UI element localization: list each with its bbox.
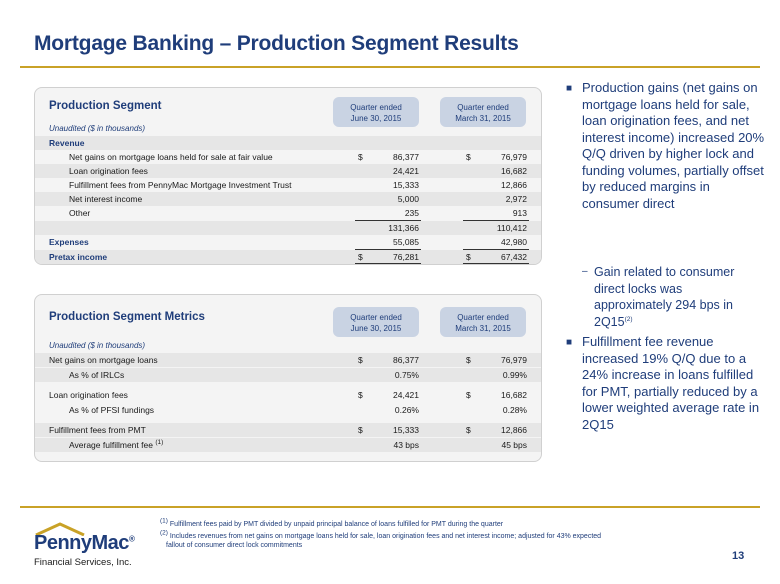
value-march: 2,972 (505, 194, 527, 204)
row-label: Fulfillment fees from PMT (49, 425, 146, 435)
value-june: 43 bps (393, 440, 419, 450)
value-march: 76,979 (501, 152, 527, 162)
row-label: Loan origination fees (69, 166, 148, 176)
dollar-sign: $ (466, 425, 471, 435)
value-june: 76,281 (393, 252, 419, 262)
dollar-sign: $ (466, 390, 471, 400)
value-march: 0.28% (502, 405, 527, 415)
table-row (35, 403, 542, 417)
row-label: Net gains on mortgage loans (49, 355, 158, 365)
value-june: 86,377 (393, 355, 419, 365)
column-header-line: June 30, 2015 (350, 114, 402, 123)
column-header-march-2015 (440, 97, 526, 127)
page-number: 13 (732, 550, 745, 562)
table-row (35, 136, 542, 150)
footnote-text-continued: fallout of consumer direct lock commitments (166, 542, 303, 549)
footnote-text: Fulfillment fees paid by PMT divided by unpaid principal balance of loans fulfilled for PMT during the quarter (169, 521, 504, 528)
table-row (35, 438, 542, 452)
dollar-sign: $ (358, 252, 363, 262)
bullet-square-icon: ■ (566, 337, 573, 348)
column-header-june-2015 (333, 97, 419, 127)
value-june: 15,333 (393, 425, 419, 435)
table-row (35, 150, 542, 164)
value-march: 913 (512, 208, 527, 218)
value-june: 131,366 (388, 223, 419, 233)
column-header-line: Quarter ended (350, 103, 402, 112)
dash-icon: – (582, 266, 588, 277)
value-march: 0.99% (502, 370, 527, 380)
row-label: Pretax income (49, 252, 108, 262)
sub-bullet-text (594, 264, 762, 330)
dollar-sign: $ (358, 390, 363, 400)
registered-mark: ® (128, 534, 135, 544)
table-title: Production Segment (49, 100, 162, 112)
table-subtitle: Unaudited ($ in thousands) (49, 341, 146, 350)
logo-name-text: PennyMac (34, 532, 129, 554)
value-march: 16,682 (501, 390, 527, 400)
value-march: 110,412 (496, 223, 527, 233)
footnote-2 (160, 529, 602, 550)
value-june: 15,333 (393, 180, 419, 190)
row-label: Other (69, 208, 91, 218)
table-row (35, 388, 542, 402)
value-june: 86,377 (393, 152, 419, 162)
dollar-sign: $ (358, 425, 363, 435)
column-header-line: Quarter ended (457, 313, 509, 322)
total-double-underline (355, 263, 421, 265)
sub-bullet-body: Gain related to consumer direct locks was approximately 294 bps in 2Q15 (594, 265, 735, 329)
table-row-total-revenue (35, 221, 542, 235)
column-header-line: March 31, 2015 (455, 324, 511, 333)
value-june: 235 (404, 208, 419, 218)
footer-divider (20, 506, 760, 508)
dollar-sign: $ (466, 252, 471, 262)
bullet-text: Production gains (net gains on mortgage loans held for sale, loan origination fees, and net interest income) increased 20% Q/Q driven by higher lock and funding volumes, partially offset by reduced margins in consumer direct (582, 80, 765, 211)
footnote-1 (160, 517, 504, 529)
production-segment-metrics-table (34, 294, 542, 462)
value-june: 24,421 (393, 390, 419, 400)
footnote-marker: (1) (160, 517, 168, 525)
row-label: Loan origination fees (49, 390, 128, 400)
row-label: As % of PFSI fundings (69, 405, 155, 415)
value-june: 0.75% (394, 370, 419, 380)
company-logo (30, 522, 150, 574)
table-row-pretax-income (35, 250, 542, 264)
page-title: Mortgage Banking – Production Segment Results (34, 32, 519, 55)
column-header-line: March 31, 2015 (455, 114, 511, 123)
table-row (35, 368, 542, 382)
footnote-marker: (1) (155, 439, 164, 447)
table-row (35, 423, 542, 437)
logo-subtitle: Financial Services, Inc. (34, 557, 132, 568)
row-label-text: Average fulfillment fee (69, 440, 153, 450)
dollar-sign: $ (466, 152, 471, 162)
value-march: 42,980 (501, 237, 527, 247)
column-header-march-2015 (440, 307, 526, 337)
footnote-text: Includes revenues from net gains on mortgage loans held for sale, loan origination fees and net interest income; adjusted for 43% expected (169, 533, 602, 540)
revenue-heading: Revenue (49, 138, 85, 148)
footnote-marker: (2) (160, 529, 168, 537)
table-row (35, 353, 542, 367)
table-row (35, 192, 542, 206)
row-label: Net interest income (69, 194, 143, 204)
value-march: 45 bps (501, 440, 527, 450)
production-segment-table (34, 87, 542, 265)
logo-wordmark (34, 532, 134, 555)
row-label: Fulfillment fees from PennyMac Mortgage Investment Trust (69, 180, 292, 190)
header-divider (20, 66, 760, 68)
bullet-text: Fulfillment fee revenue increased 19% Q/Q due to a 24% increase in loans fulfilled for PMT, partially reduced by a lower weighted average rate in 2Q15 (582, 334, 760, 432)
row-label (69, 438, 163, 452)
value-march: 67,432 (501, 252, 527, 262)
column-header-june-2015 (333, 307, 419, 337)
column-header-line: June 30, 2015 (350, 324, 402, 333)
value-june: 24,421 (393, 166, 419, 176)
dollar-sign: $ (466, 355, 471, 365)
table-subtitle: Unaudited ($ in thousands) (49, 124, 146, 133)
table-row (35, 206, 542, 220)
row-label: Net gains on mortgage loans held for sale at fair value (69, 152, 273, 162)
value-june: 55,085 (393, 237, 419, 247)
value-june: 5,000 (397, 194, 419, 204)
dollar-sign: $ (358, 355, 363, 365)
value-march: 16,682 (501, 166, 527, 176)
value-march: 76,979 (501, 355, 527, 365)
table-row (35, 164, 542, 178)
footnote-marker: (2) (624, 315, 633, 323)
column-header-line: Quarter ended (457, 103, 509, 112)
total-double-underline (463, 263, 529, 265)
value-june: 0.26% (394, 405, 419, 415)
bullet-square-icon: ■ (566, 83, 573, 94)
value-march: 12,866 (501, 180, 527, 190)
column-header-line: Quarter ended (350, 313, 402, 322)
table-row (35, 178, 542, 192)
row-label: As % of IRLCs (69, 370, 125, 380)
table-row-expenses (35, 235, 542, 249)
row-label: Expenses (49, 237, 89, 247)
table-title: Production Segment Metrics (49, 311, 205, 323)
value-march: 12,866 (501, 425, 527, 435)
dollar-sign: $ (358, 152, 363, 162)
